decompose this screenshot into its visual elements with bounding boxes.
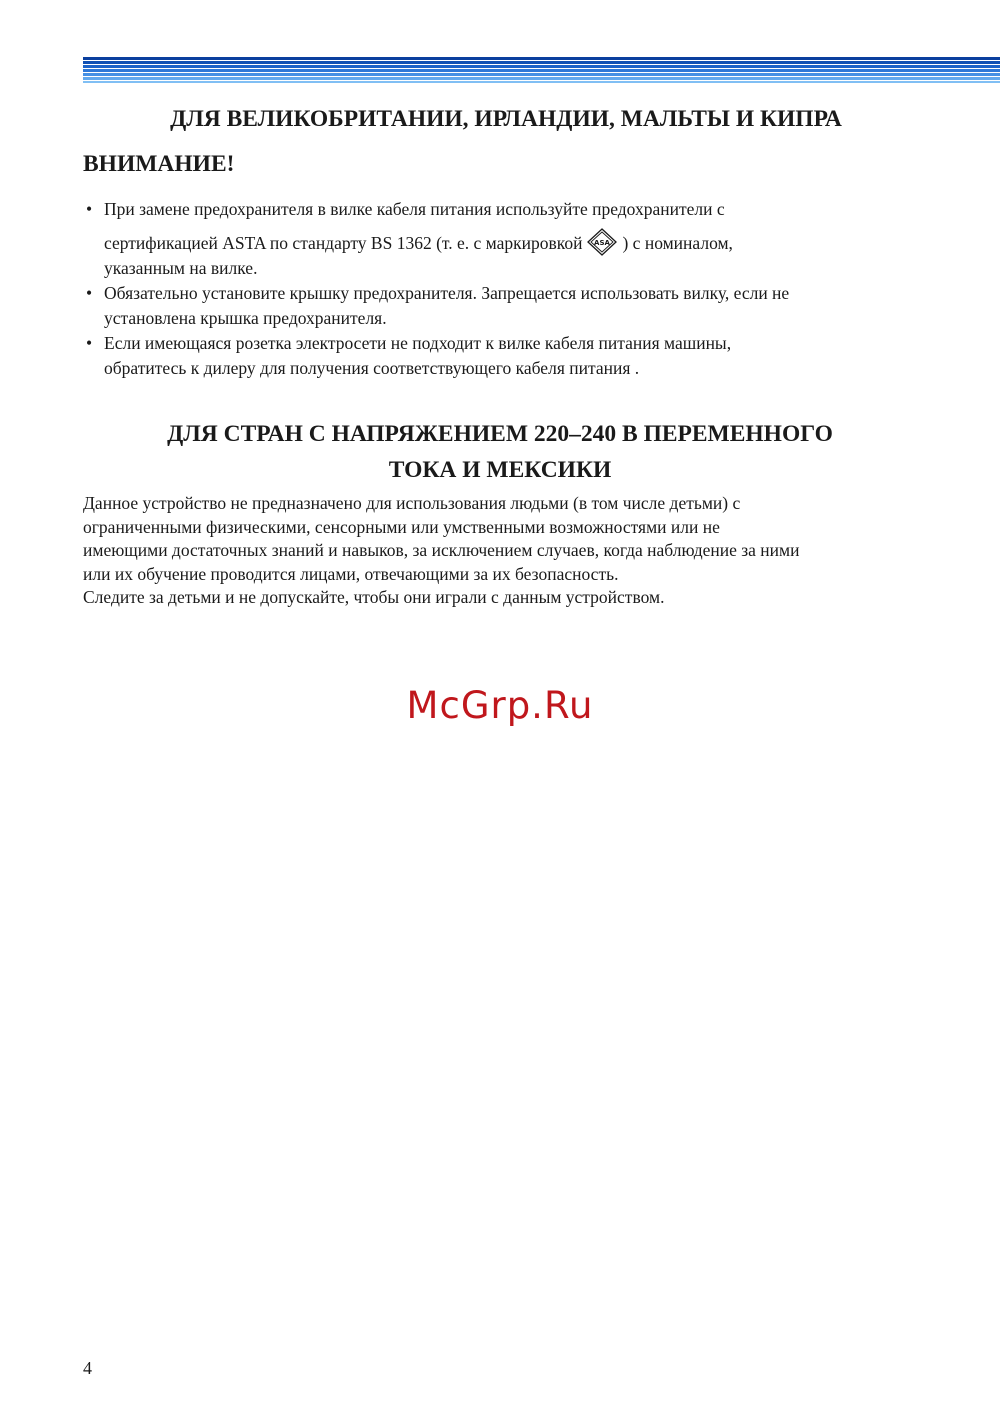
page-title-uk: ДЛЯ ВЕЛИКОБРИТАНИИ, ИРЛАНДИИ, МАЛЬТЫ И КИПРА (170, 106, 842, 132)
bullet-text: При замене предохранителя в вилке кабеля питания используйте предохранители с (104, 199, 725, 219)
paragraph-line: или их обучение проводится лицами, отвечающими за их безопасность. (83, 563, 619, 584)
list-item (83, 197, 963, 281)
bullet-icon: • (86, 199, 93, 219)
section-title-line: ТОКА И МЕКСИКИ (388, 457, 612, 483)
list-item (83, 281, 963, 331)
section-title-line: ДЛЯ СТРАН С НАПРЯЖЕНИЕМ 220–240 В ПЕРЕМЕННОГО (167, 421, 833, 447)
page-number: 4 (83, 1358, 92, 1378)
bullet-text: Обязательно установите крышку предохранителя. Запрещается использовать вилку, если не (104, 283, 790, 303)
bullet-text: обратитесь к дилеру для получения соответствующего кабеля питания . (104, 358, 640, 378)
paragraph-line: имеющими достаточных знаний и навыков, за исключением случаев, когда наблюдение за ними (83, 540, 800, 560)
bullet-text: установлена крышка предохранителя. (104, 308, 387, 328)
safety-paragraph (83, 492, 963, 610)
paragraph-line: ограниченными физическими, сенсорными или умственными возможностями или не (83, 516, 720, 537)
header-stripe-bar (83, 57, 1000, 83)
section-title-220v (0, 416, 1000, 488)
bullet-text: указанным на вилке. (104, 258, 258, 278)
asta-mark-text: ASA (594, 238, 611, 247)
warning-heading: ВНИМАНИЕ! (83, 151, 235, 177)
watermark-text: McGrp.Ru (406, 684, 594, 727)
paragraph-line: Данное устройство не предназначено для использования людьми (в том числе детьми) с (83, 493, 741, 513)
asta-mark-icon (586, 228, 618, 256)
bullet-text: ) с номиналом, (622, 233, 733, 253)
bullet-icon: • (86, 283, 93, 303)
bullet-text-line (104, 231, 963, 256)
list-item (83, 331, 963, 381)
bullet-text: сертификацией ASTA по стандарту BS 1362 (т. е. с маркировкой (104, 233, 583, 253)
warning-list (83, 197, 963, 381)
bullet-icon: • (86, 333, 93, 353)
paragraph-line: Следите за детьми и не допускайте, чтобы они играли с данным устройством. (83, 587, 665, 607)
bullet-text: Если имеющаяся розетка электросети не подходит к вилке кабеля питания машины, (104, 333, 732, 353)
